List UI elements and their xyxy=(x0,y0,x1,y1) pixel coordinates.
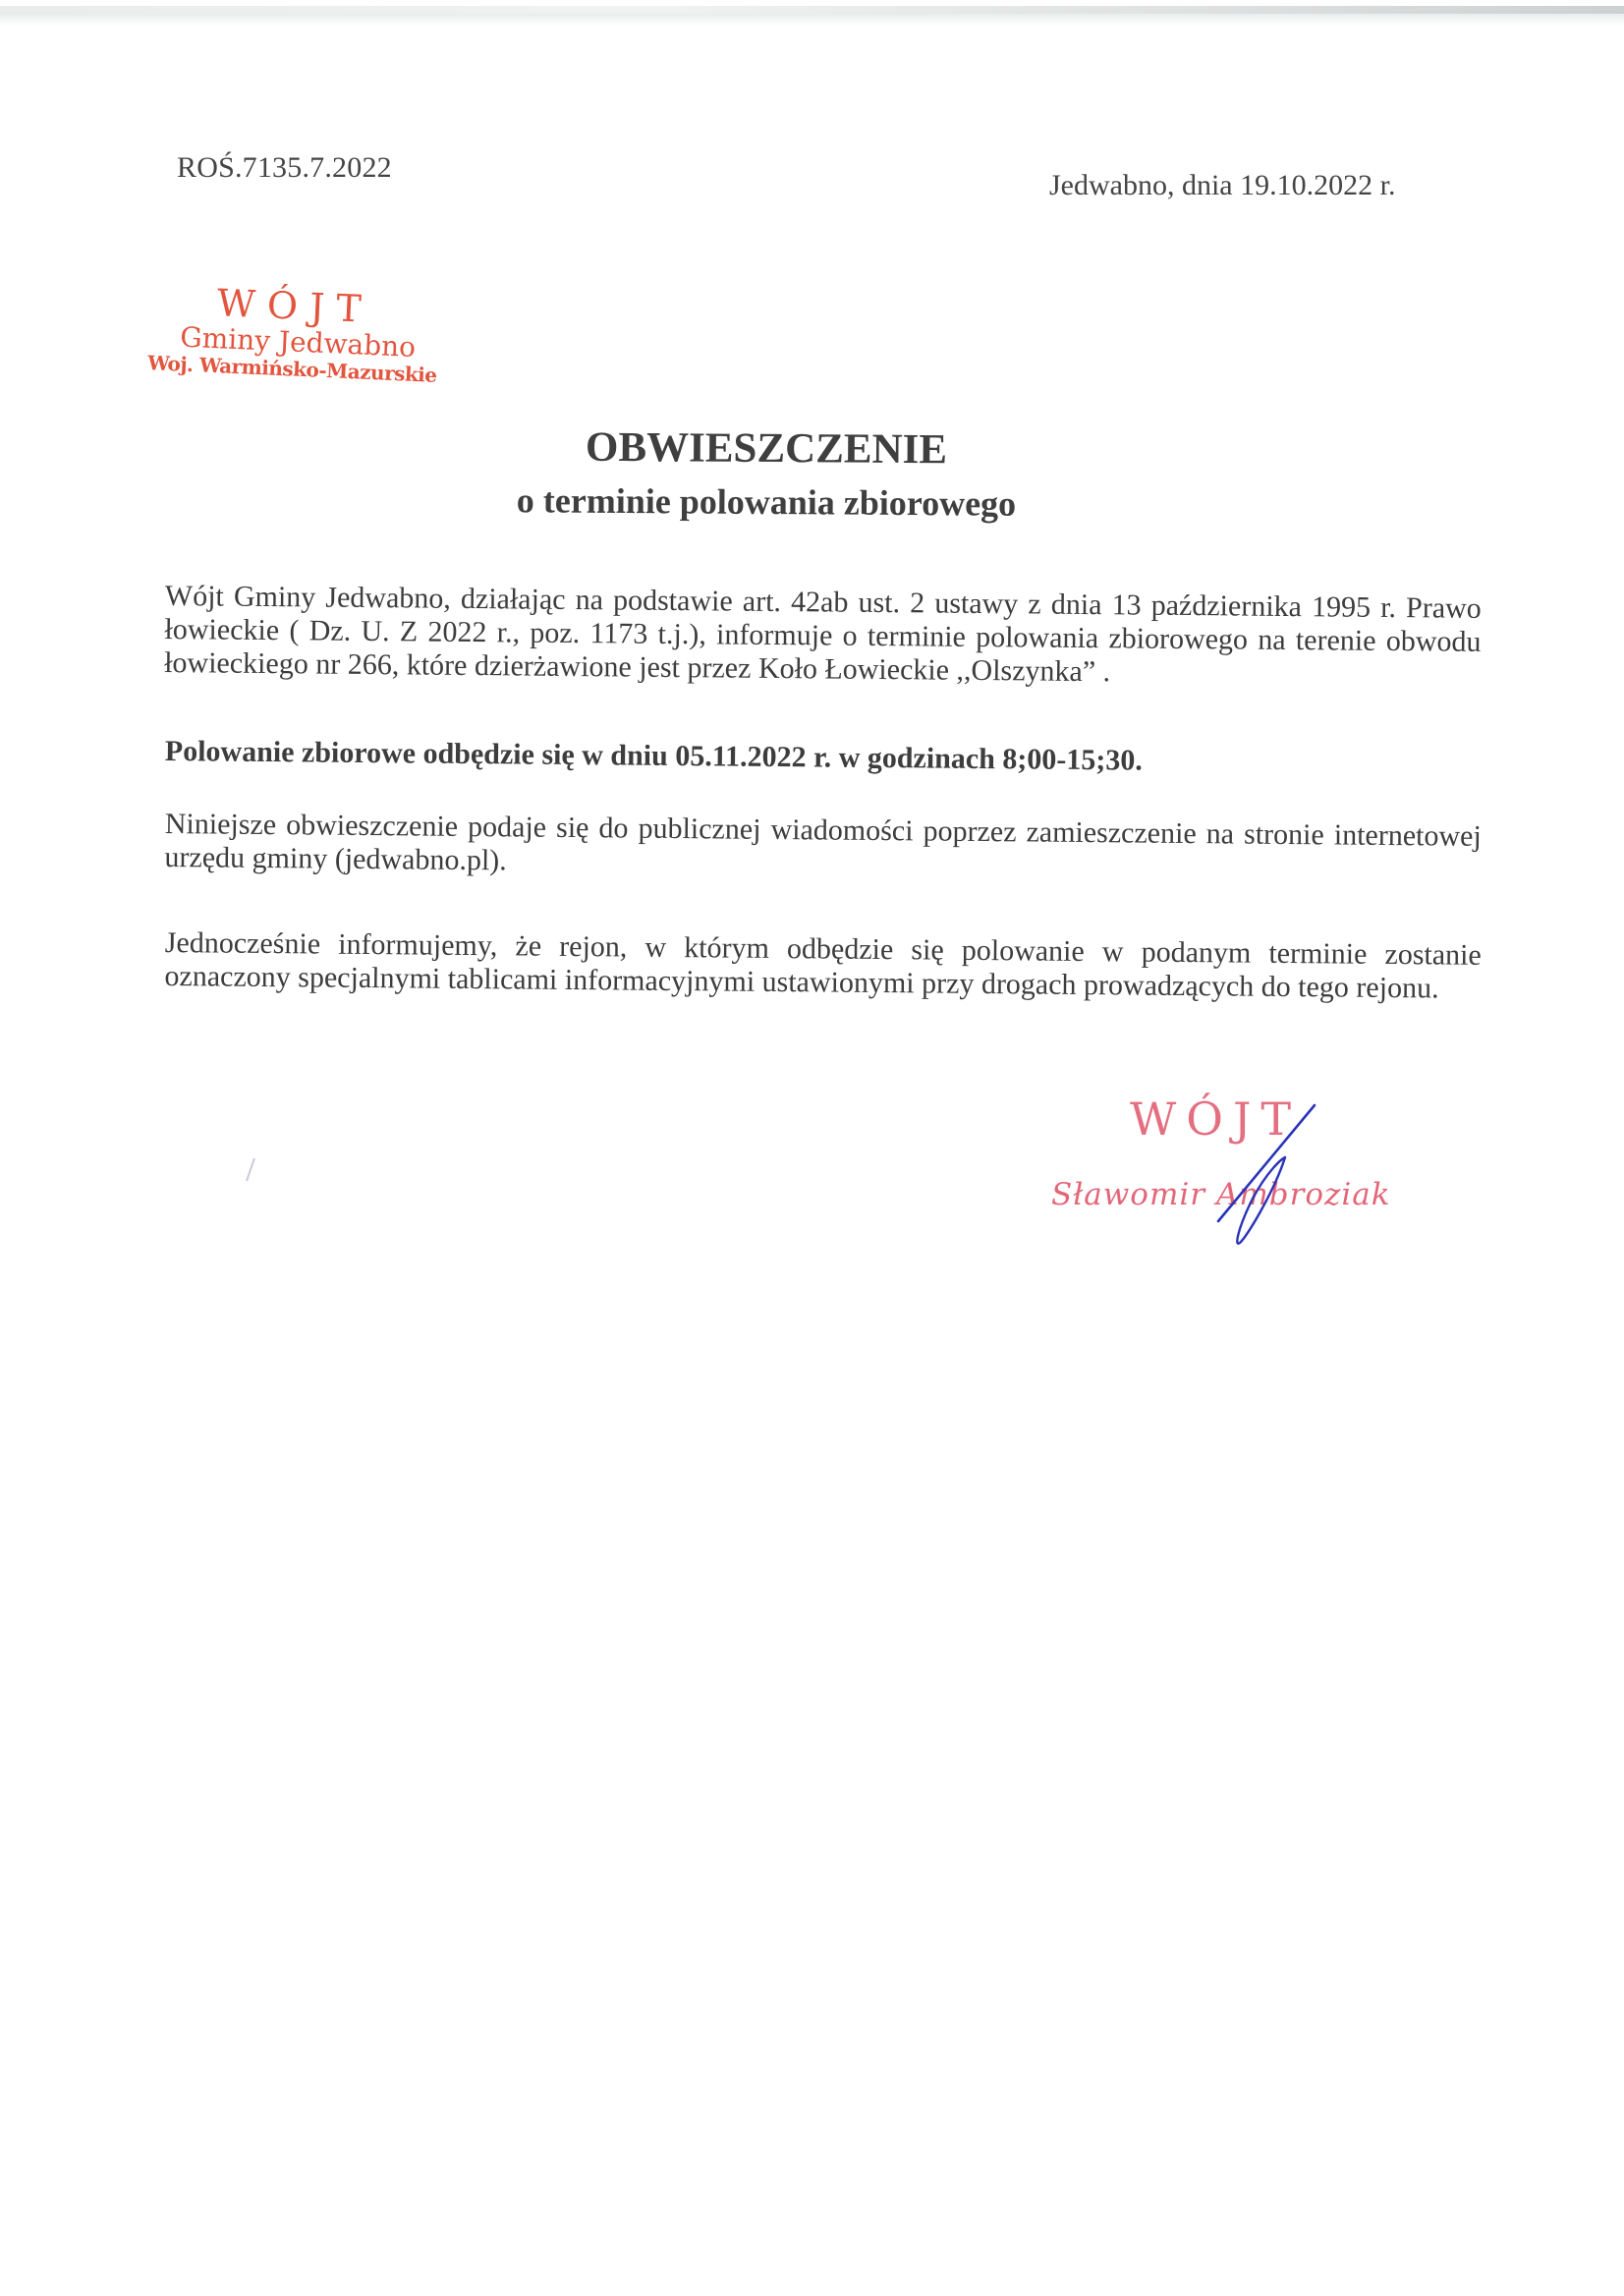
stamp-municipality: Gminy Jedwabno xyxy=(179,320,417,364)
document-subtitle: o terminie polowania zbiorowego xyxy=(516,480,1017,524)
reference-number: ROŚ.7135.7.2022 xyxy=(177,151,392,184)
paragraph-hunt-date: Polowanie zbiorowe odbędzie się w dniu 05.11.2022 r. w godzinach 8;00-15;30. xyxy=(164,735,1143,777)
signature-stamp-name: Sławomir Ambroziak xyxy=(1051,1177,1391,1212)
scan-edge-fade xyxy=(0,14,1624,26)
paragraph-publication: Niniejsze obwieszczenie podaje się do publicznej wiadomości poprzez zamieszczenie na stronie internetowej urzędu gminy (jedwabno.pl). xyxy=(164,808,1482,877)
signature-stamp-title: WÓJT xyxy=(1130,1092,1302,1146)
signature-block xyxy=(1051,1081,1425,1258)
document-title: OBWIESZCZENIE xyxy=(585,423,948,474)
paragraph-area-marking: Jednocześnie informujemy, że rejon, w którym odbędzie się polowanie w podanym terminie zostanie oznaczony specjalnymi tablicami informacyjnymi ustawionymi przy drogach prowadzących do tego rejonu. xyxy=(164,926,1482,1005)
scan-edge-shadow xyxy=(0,6,1624,14)
stamp-voivodeship: Woj. Warmińsko-Mazurskie xyxy=(146,351,438,387)
scan-speck xyxy=(244,1154,257,1184)
place-and-date: Jedwabno, dnia 19.10.2022 r. xyxy=(1049,169,1396,201)
paragraph-legal-basis: Wójt Gminy Jedwabno, działając na podstawie art. 42ab ust. 2 ustawy z dnia 13 października 1995 r. Prawo łowieckie ( Dz. U. Z 2022 r., poz. 1173 t.j.), informuje o terminie polowania zbiorowego na terenie obwodu łowieckiego nr 266, które dzierżawione jest przez Koło Łowieckie ,,Olszynka” . xyxy=(164,580,1482,689)
official-stamp xyxy=(146,278,442,387)
stamp-title: WÓJT xyxy=(216,281,374,332)
